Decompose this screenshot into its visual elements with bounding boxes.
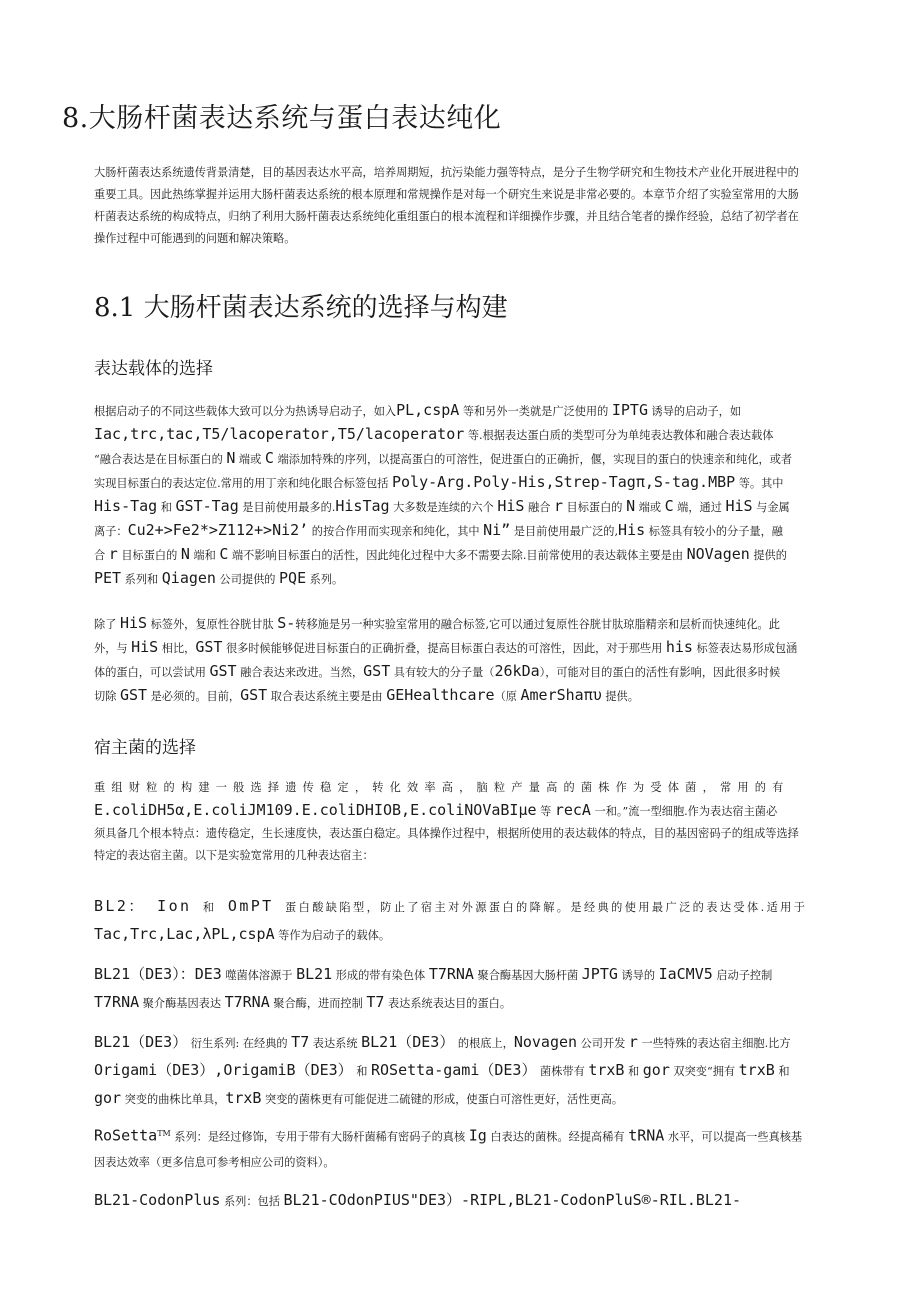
- text-line: 特定的表达宿主菌。以下是实验宽常用的几种表达宿主：: [94, 849, 374, 862]
- intro-paragraph: [94, 162, 826, 250]
- term: Origami（DE3）,OrigamiB（DE3）: [94, 1061, 353, 1079]
- term: trxB: [588, 1061, 625, 1079]
- text-run: 端和: [189, 549, 220, 562]
- vector-paragraph-1: [94, 399, 826, 591]
- text-line: [94, 543, 826, 567]
- term: HiS: [119, 614, 148, 632]
- strain-bl2: [94, 893, 826, 949]
- text-run: 除了: [94, 618, 120, 631]
- strain-derivatives: [94, 1029, 826, 1113]
- strain-name: BL21-CodonPlus: [94, 1191, 221, 1209]
- intro-line: 大肠杆菌表达系统遗传背景清楚，目的基因表达水平高，培养周期短，抗污染能力强等特点，是分子生物学研究和生物技术产业化开展进程中的: [94, 166, 799, 179]
- text-run: 等和另外一类就是广泛使用的: [459, 405, 612, 418]
- text-run: 公司提供的: [215, 573, 280, 586]
- text-run: 标签具有较小的分子量，融: [645, 525, 783, 538]
- text-line: [94, 567, 826, 591]
- text-line: [94, 1057, 826, 1085]
- term: E.coliDH5α,E.coliJM109.E.coliDHIOB,E.coliNOVaBIμe: [94, 801, 537, 819]
- text-line: [94, 519, 826, 543]
- host-paragraph: [94, 777, 826, 867]
- text-run: “融合表达是在目标蛋白的: [94, 453, 227, 466]
- term: Novagen: [513, 1033, 578, 1051]
- term: T7RNA: [428, 965, 474, 983]
- text-run: ），可能对目的蛋白的活性有影响，因此很多时候: [539, 666, 781, 679]
- strain-name: RoSetta: [94, 1126, 158, 1145]
- term: GST-Tag: [175, 497, 239, 515]
- term: T7RNA: [94, 993, 140, 1011]
- text-run: 转移施是另一种实验室常用的融合标签,它可以通过复原性谷胱甘肽琼脂精亲和层析而快速纯化。此: [295, 618, 780, 631]
- text-run: 噬菌体溶源于: [221, 969, 297, 982]
- text-run: 端不影响目标蛋白的活性，因此纯化过程中大多不需要去除.目前常使用的表达载体主要是由: [228, 549, 687, 562]
- text-run: 水平，可以提高一些真核基: [664, 1130, 803, 1144]
- text-run: 聚合酶基因大肠杆菌: [473, 969, 582, 982]
- text-line: [94, 447, 826, 471]
- text-run: 和: [624, 1065, 643, 1078]
- text-run: 外，与: [94, 642, 132, 655]
- text-run: 白表达的菌株。经提高稀有: [486, 1130, 629, 1144]
- text-run: 突变的菌株更有可能促进二硫键的形成，使蛋白可溶性更好，活性更高。: [261, 1093, 624, 1106]
- term: IaCMV5: [658, 965, 713, 983]
- text-line: [94, 961, 826, 989]
- text-run: 是目前使用最多的.: [238, 501, 336, 514]
- term: trxB: [738, 1061, 775, 1079]
- text-run: 融合: [524, 501, 554, 514]
- text-run: 等.根据表达蛋白质的类型可分为单纯表达教体和融合表达载体: [464, 429, 774, 442]
- text-line: [94, 660, 826, 684]
- text-run: 根据启动子的不同这些载体大致可以分为热诱导启动子，如入: [94, 405, 397, 418]
- strain-rosetta: [94, 1121, 826, 1175]
- text-run: 的根底上，: [454, 1037, 514, 1050]
- text-run: 与金属: [752, 501, 790, 514]
- text-run: 端或: [635, 501, 665, 514]
- text-run: （原: [494, 690, 521, 703]
- term: IPTG: [611, 401, 648, 419]
- text-run: 端或: [235, 453, 265, 466]
- text-run: 表达系统表达目的蛋白。: [384, 997, 512, 1010]
- text-line: [94, 684, 826, 708]
- text-line: 须具备几个根本特点：遗传稳定，生长速度快，表达蛋白稳定。具体操作过程中，根据所使用的表达载体的特点，目的基因密码子的组成等选择: [94, 827, 799, 840]
- term: HisTag: [335, 497, 390, 515]
- term: S-: [277, 614, 296, 632]
- term: Tac,Trc,Lac,λPL,cspA: [94, 925, 275, 943]
- text-run: 和: [774, 1065, 790, 1078]
- term: NOVagen: [686, 545, 750, 563]
- text-run: 和: [157, 501, 176, 514]
- text-run: 等。其中: [735, 477, 784, 490]
- text-run: 系列。: [306, 573, 344, 586]
- intro-line: 杆菌表达系统的构成特点，归纳了利用大肠杆菌表达系统纯化重组蛋白的根本流程和详细操作步骤，并且结合笔者的操作经验，总结了初学者在: [94, 210, 799, 223]
- text-run: 相比，: [158, 642, 196, 655]
- intro-line: 操作过程中可能遇到的问题和解决策略。: [94, 232, 296, 245]
- text-run: 诱导的: [617, 969, 659, 982]
- text-line: [94, 799, 826, 823]
- term: GEHealthcare: [386, 686, 495, 704]
- strain-codonplus: [94, 1187, 826, 1215]
- term: Ig: [468, 1126, 487, 1145]
- term: Ion: [145, 897, 203, 915]
- term: C: [219, 545, 229, 563]
- text-run: 体的蛋白，可以尝试用: [94, 666, 210, 679]
- term: HiS: [725, 497, 753, 515]
- text-run: 蛋白酸缺陷型，防止了宿主对外源蛋白的降解。是经典的使用最广泛的表达受体.适用于: [285, 901, 808, 914]
- text-run: 提供的: [749, 549, 787, 562]
- strain-name: BL21（DE3）：DE3: [94, 965, 222, 983]
- text-run: 很多时候能够促进目标蛋白的正确折叠，提高目标蛋白表达的可溶性，因此，对于那些用: [222, 642, 666, 655]
- term: N: [626, 497, 636, 515]
- term: r: [628, 1033, 638, 1051]
- term: HiS: [497, 497, 525, 515]
- text-run: 离子：: [94, 525, 128, 538]
- text-run: 端，通过: [673, 501, 726, 514]
- text-line: [94, 495, 826, 519]
- trademark-mark: TM: [157, 1129, 171, 1138]
- text-run: 和: [202, 901, 217, 914]
- text-line: [94, 612, 826, 636]
- text-run: 启动子控制: [712, 969, 773, 982]
- text-run: 等: [536, 805, 555, 818]
- text-line: [94, 921, 826, 949]
- chapter-heading: 8.大肠杆菌表达系统与蛋白表达纯化: [62, 103, 502, 134]
- strain-name: BL2：: [94, 897, 146, 915]
- text-line: [94, 636, 826, 660]
- text-run: 一些特殊的表达宿主细胞.比方: [637, 1037, 791, 1050]
- term: GST: [240, 686, 268, 704]
- term: gor: [642, 1061, 670, 1079]
- text-run: 系列：是经过修饰，专用于带有大肠杆菌稀有密码子的真核: [170, 1130, 469, 1144]
- text-line: 因表达效率（更多信息可参考相应公司的资料）。: [94, 1155, 335, 1169]
- text-line: 重组财粒的构建一般选择遗传稳定，转化效率高，脑粒产量高的菌株作为受体菌，常用的有: [94, 781, 790, 794]
- text-line: [94, 471, 826, 495]
- text-run: 诱导的启动子，如: [647, 405, 742, 418]
- text-run: 标签外，复原性谷胱甘肽: [147, 618, 278, 631]
- text-line: [94, 399, 826, 423]
- text-run: 聚合酶，进而控制: [269, 997, 367, 1010]
- text-run: 双突变“拥有: [669, 1065, 739, 1078]
- text-line: [94, 1085, 826, 1113]
- term: BL21-COdonPIUS"DE3）-RIPL,BL21-CodonPluS®-RIL.BL21-: [283, 1191, 742, 1209]
- term: Iac,trc,tac,T5/lacoperator,T5/lacoperator: [94, 425, 465, 443]
- text-line: [94, 893, 826, 921]
- term: N: [180, 545, 190, 563]
- term: N: [226, 449, 236, 467]
- text-run: 提供。: [601, 690, 639, 703]
- term: PQE: [279, 569, 307, 587]
- text-run: 形成的带有染色体: [332, 969, 429, 982]
- text-run: 合: [94, 549, 109, 562]
- text-line: [94, 1121, 826, 1151]
- text-run: 菌株带有: [536, 1065, 589, 1078]
- term: His: [618, 521, 646, 539]
- term: AmerShaπυ: [520, 686, 602, 704]
- text-run: 的按合作用而实现亲和纯化，其中: [308, 525, 484, 538]
- term: T7RNA: [224, 993, 270, 1011]
- term: GST: [119, 686, 148, 704]
- text-run: 系列：包括: [220, 1195, 284, 1208]
- term: GST: [209, 662, 237, 680]
- term: recA: [554, 801, 591, 819]
- text-run: 是目前使用最广泛的,: [510, 525, 619, 538]
- term: BL21（DE3）: [361, 1033, 455, 1051]
- term: gor: [94, 1089, 122, 1107]
- text-run: 大多数是连续的六个: [389, 501, 498, 514]
- section-heading: 8.1 大肠杆菌表达系统的选择与构建: [94, 293, 508, 323]
- text-run: 是必须的。目前，: [147, 690, 241, 703]
- term: JPTG: [581, 965, 618, 983]
- text-run: 一和。”流一型细胞.作为表达宿主菌必: [590, 805, 778, 818]
- term: T7: [366, 993, 385, 1011]
- term: C: [264, 449, 274, 467]
- term: PL,cspA: [396, 401, 460, 419]
- vector-paragraph-2: [94, 612, 826, 708]
- text-run: 切除: [94, 690, 120, 703]
- text-run: 突变的曲株比单具，: [121, 1093, 226, 1106]
- term: 26kDa: [494, 662, 540, 680]
- term: C: [664, 497, 674, 515]
- term: ROSetta-gami（DE3）: [371, 1061, 537, 1079]
- text-line: [94, 989, 826, 1017]
- term: Qiagen: [161, 569, 216, 587]
- strain-bl21de3: [94, 961, 826, 1017]
- term: HiS: [131, 638, 159, 656]
- subsection-heading-vector: 表达载体的选择: [94, 359, 213, 379]
- term: tRNA: [628, 1126, 665, 1145]
- text-run: 取合表达系统主要是由: [267, 690, 387, 703]
- term: PET: [94, 569, 122, 587]
- text-run: 具有较大的分子量（: [390, 666, 495, 679]
- strain-name: BL21（DE3）: [94, 1033, 188, 1051]
- term: His-Tag: [94, 497, 158, 515]
- text-run: 系列和: [121, 573, 162, 586]
- text-line: [94, 423, 826, 447]
- term: r: [108, 545, 118, 563]
- term: Ni”: [483, 521, 511, 539]
- text-run: 公司开发: [577, 1037, 629, 1050]
- term: his: [665, 638, 693, 656]
- text-run: 聚介酶基因表达: [139, 997, 225, 1010]
- text-line: [94, 1029, 826, 1057]
- text-run: 衍生系列: 在经典的: [187, 1037, 292, 1050]
- term: OmPT: [216, 897, 286, 915]
- term: trxB: [225, 1089, 262, 1107]
- text-run: 端添加特殊的序列，以提高蛋白的可溶性，促进蛋白的正确折，偃，实现目的蛋白的快速亲和纯化，或者: [273, 453, 793, 466]
- term: Cu2+>Fe2*>Z112+>Ni2’: [127, 521, 309, 539]
- subsection-heading-host: 宿主菌的选择: [94, 738, 196, 758]
- text-run: 表达系统: [309, 1037, 362, 1050]
- text-run: 和: [352, 1065, 371, 1078]
- text-line: [94, 1187, 826, 1215]
- text-run: 目标蛋白的: [563, 501, 627, 514]
- text-run: 融合表达来改进。当然，: [236, 666, 364, 679]
- term: GST: [363, 662, 391, 680]
- text-run: 标签表达易形成包涵: [692, 642, 798, 655]
- text-run: 目标蛋白的: [117, 549, 181, 562]
- term: Poly-Arg.Poly-His,Strep-Tagπ,S-tag.MBP: [392, 473, 736, 491]
- term: GST: [195, 638, 223, 656]
- term: r: [553, 497, 563, 515]
- term: BL21: [296, 965, 333, 983]
- intro-line: 重要工具。因此热练掌握并运用大肠杆菌表达系统的根本原理和常规操作是对每一个研究生来说是非常必要的。本章节介绍了实验室常用的大肠: [94, 188, 799, 201]
- term: T7: [291, 1033, 310, 1051]
- text-run: 等作为启动子的载体。: [274, 929, 391, 942]
- text-run: 实现目标蛋白的表达定位.常用的用丁亲和纯化眼合标签包括: [94, 477, 392, 490]
